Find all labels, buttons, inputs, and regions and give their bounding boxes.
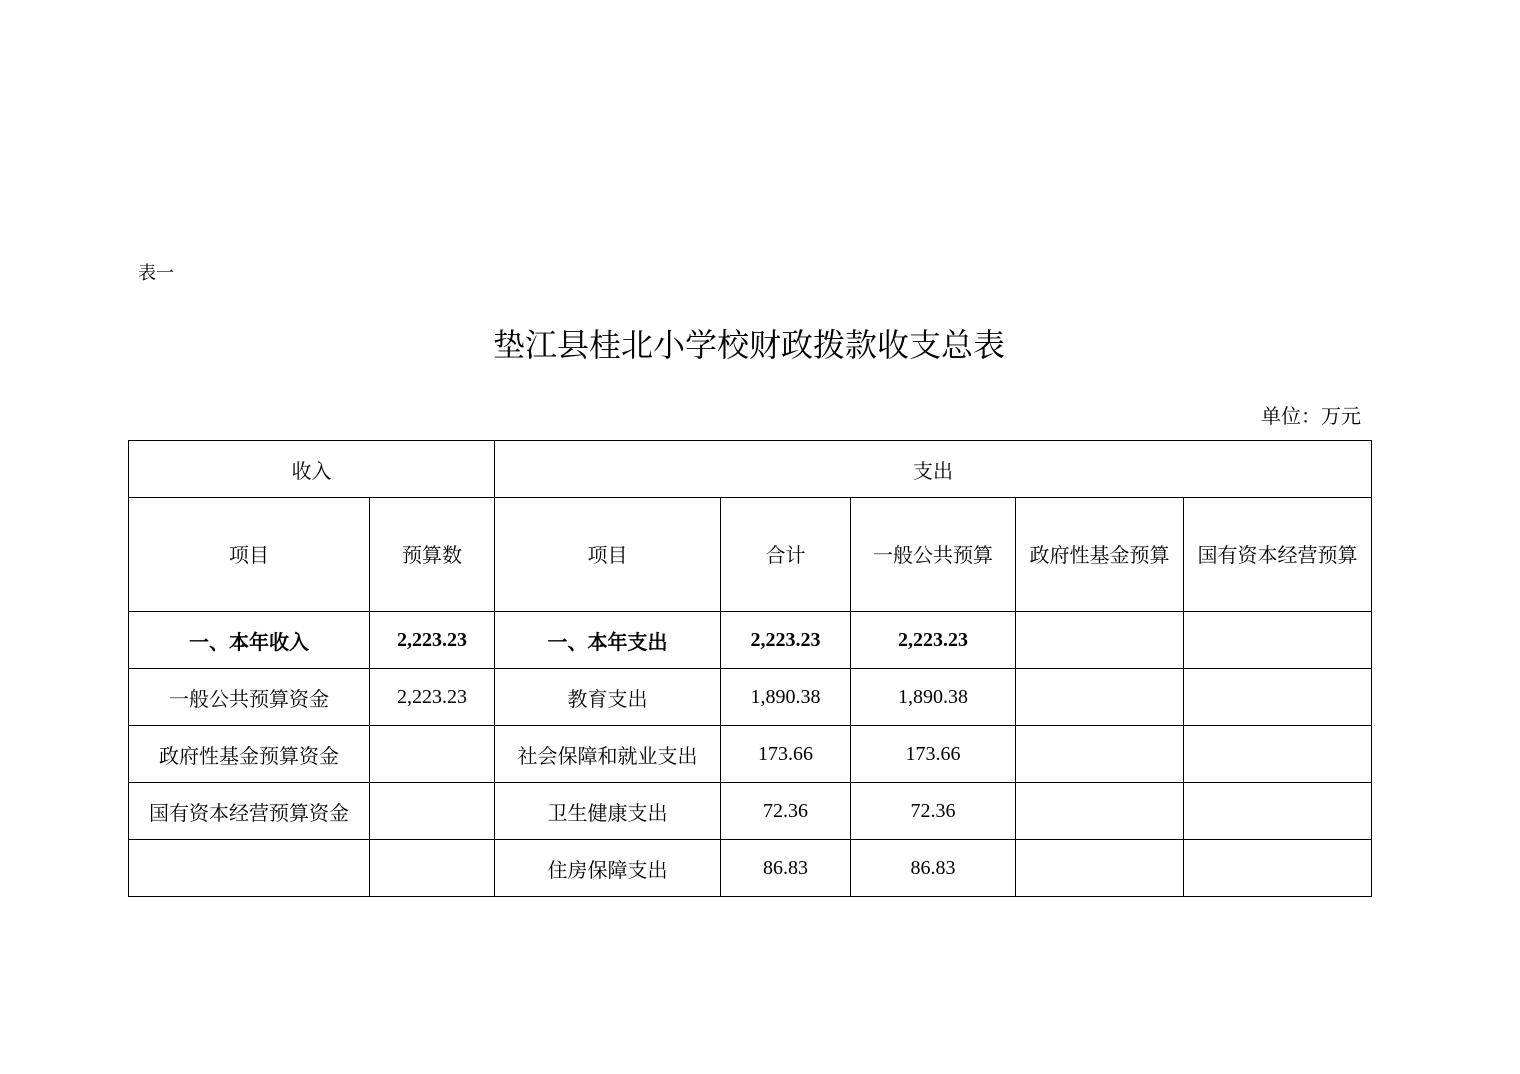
- cell-exp-total: 2,223.23: [721, 612, 851, 669]
- cell-exp-general: 72.36: [851, 783, 1016, 840]
- col-header-exp-total: 合计: [721, 498, 851, 612]
- cell-income-item: 一般公共预算资金: [129, 669, 370, 726]
- cell-exp-state-capital: [1184, 840, 1372, 897]
- cell-exp-total: 173.66: [721, 726, 851, 783]
- table-row: [129, 783, 1372, 840]
- cell-exp-total: 86.83: [721, 840, 851, 897]
- cell-income-item: 政府性基金预算资金: [129, 726, 370, 783]
- table-row: [129, 669, 1372, 726]
- group-header-row: [129, 441, 1372, 498]
- cell-exp-total: 1,890.38: [721, 669, 851, 726]
- table-row: [129, 840, 1372, 897]
- group-header-expenditure: 支出: [495, 441, 1372, 498]
- table-label: 表一: [138, 263, 174, 284]
- cell-exp-gov-fund: [1016, 783, 1184, 840]
- table-row: [129, 726, 1372, 783]
- cell-income-budget: [370, 783, 495, 840]
- cell-exp-general: 1,890.38: [851, 669, 1016, 726]
- group-header-income: 收入: [129, 441, 495, 498]
- cell-exp-total: 72.36: [721, 783, 851, 840]
- budget-table: [128, 440, 1372, 897]
- cell-exp-gov-fund: [1016, 726, 1184, 783]
- cell-exp-gov-fund: [1016, 669, 1184, 726]
- col-header-exp-state-capital: 国有资本经营预算: [1184, 498, 1372, 612]
- cell-exp-item: 教育支出: [495, 669, 721, 726]
- col-header-exp-general: 一般公共预算: [851, 498, 1016, 612]
- cell-exp-item: 一、本年支出: [495, 612, 721, 669]
- cell-exp-state-capital: [1184, 612, 1372, 669]
- col-header-exp-item: 项目: [495, 498, 721, 612]
- cell-income-budget: [370, 726, 495, 783]
- cell-exp-general: 173.66: [851, 726, 1016, 783]
- cell-income-budget: 2,223.23: [370, 669, 495, 726]
- table-row: [129, 612, 1372, 669]
- col-header-income-item: 项目: [129, 498, 370, 612]
- cell-income-item: 国有资本经营预算资金: [129, 783, 370, 840]
- cell-income-budget: [370, 840, 495, 897]
- cell-exp-item: 卫生健康支出: [495, 783, 721, 840]
- cell-exp-general: 86.83: [851, 840, 1016, 897]
- cell-income-item: 一、本年收入: [129, 612, 370, 669]
- cell-exp-gov-fund: [1016, 612, 1184, 669]
- col-header-exp-gov-fund: 政府性基金预算: [1016, 498, 1184, 612]
- page-title: 垫江县桂北小学校财政拨款收支总表: [492, 326, 1005, 364]
- cell-exp-state-capital: [1184, 783, 1372, 840]
- cell-exp-general: 2,223.23: [851, 612, 1016, 669]
- col-header-income-budget: 预算数: [370, 498, 495, 612]
- cell-income-item: [129, 840, 370, 897]
- cell-exp-state-capital: [1184, 726, 1372, 783]
- cell-exp-state-capital: [1184, 669, 1372, 726]
- cell-exp-item: 住房保障支出: [495, 840, 721, 897]
- cell-exp-gov-fund: [1016, 840, 1184, 897]
- cell-exp-item: 社会保障和就业支出: [495, 726, 721, 783]
- cell-income-budget: 2,223.23: [370, 612, 495, 669]
- unit-label: 单位：万元: [1261, 404, 1361, 428]
- column-header-row: [129, 498, 1372, 612]
